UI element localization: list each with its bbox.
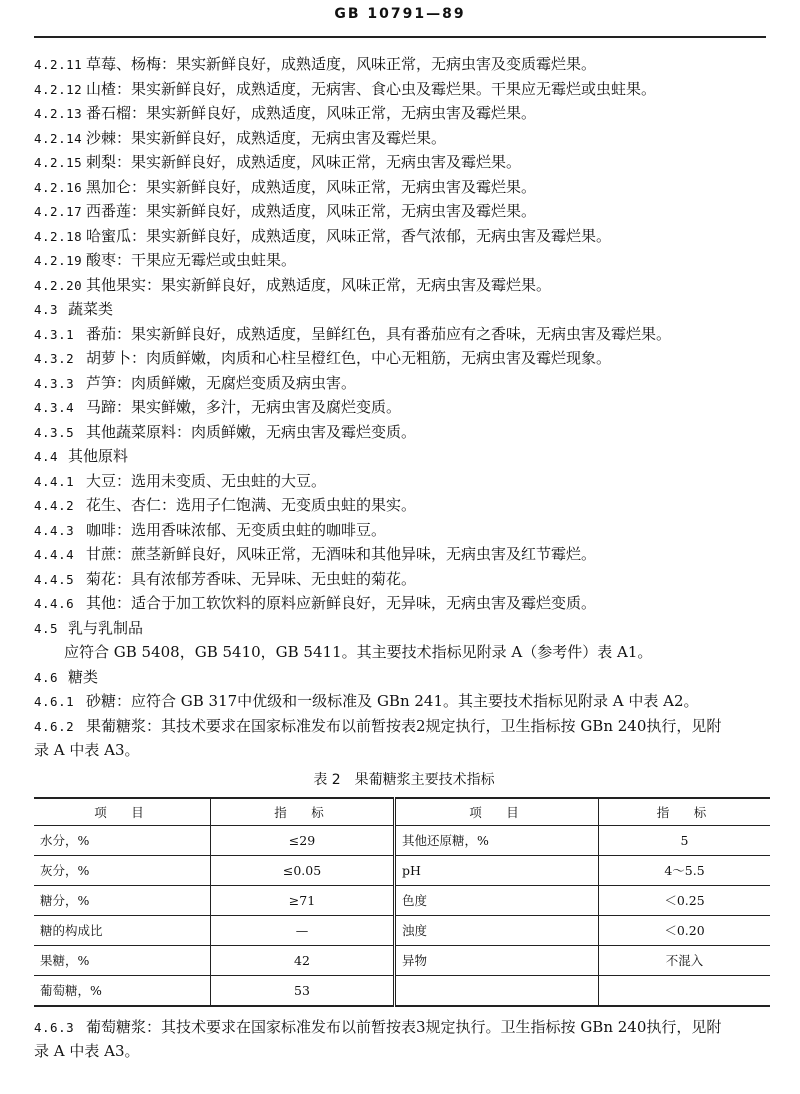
section-heading: [34, 297, 774, 322]
document-body: [34, 52, 774, 1064]
clause-line: [34, 714, 774, 739]
clause-number: 4.6: [34, 669, 59, 685]
clause-number: 4.5: [34, 620, 59, 636]
clause-number: 4.3: [34, 302, 59, 317]
section-heading: [34, 665, 774, 690]
clause-text: 山楂：果实新鲜良好，成熟适度，无病害、食心虫及霉烂果。干果应无霉烂或虫蛀果。: [86, 79, 657, 98]
table-cell-value: 不混入: [599, 945, 771, 975]
clause-line: [34, 199, 774, 224]
table-cell-item: 糖分，%: [34, 885, 211, 915]
page-header: GB 10791—89: [334, 6, 466, 22]
clause-text: 胡萝卜：肉质鲜嫩，肉质和心柱呈橙红色，中心无粗筋，无病虫害及霉烂现象。: [86, 349, 612, 367]
table-cell-value: ＜0.25: [599, 885, 771, 915]
clause-line: [34, 591, 774, 616]
clause-number: 4.6.2: [34, 718, 75, 734]
clause-number: 4.2.12: [34, 81, 83, 97]
clause-text: 黑加仑：果实新鲜良好，成熟适度，风味正常，无病虫害及霉烂果。: [86, 177, 537, 196]
clause-number: 4.2.16: [34, 179, 83, 195]
clause-text: 乳与乳制品: [68, 618, 144, 637]
clause-text: 糖类: [68, 667, 99, 686]
table-row: [34, 915, 770, 945]
clauses-bottom: [34, 1015, 774, 1064]
clause-text: 应符合 GB 5408，GB 5410，GB 5411。其主要技术指标见附录 A（参考件）表 A1。: [64, 643, 653, 661]
clause-line: [34, 738, 774, 763]
clause-number: 4.2.13: [34, 106, 83, 121]
clause-number: 4.6.3: [34, 1019, 75, 1035]
clause-line: [34, 567, 774, 592]
table-cell-value: ≥71: [211, 885, 395, 915]
table-row: [34, 975, 770, 1006]
clause-text: 咖啡：选用香味浓郁、无变质虫蛀的咖啡豆。: [86, 520, 387, 539]
clause-line: [34, 224, 774, 249]
table-caption: 表 2 果葡糖浆主要技术指标: [313, 771, 495, 788]
clause-number: 4.3.1: [34, 326, 75, 342]
clause-number: 4.4.2: [34, 498, 75, 513]
clause-number: 4.2.14: [34, 130, 83, 146]
clause-line: [34, 248, 774, 273]
clause-number: 4.4.5: [34, 571, 75, 587]
table-row: [34, 945, 770, 975]
clause-text: 其他原料: [68, 447, 129, 465]
clause-text: 录 A 中表 A3。: [34, 1042, 140, 1060]
clause-line: [34, 322, 774, 347]
clause-line: [34, 469, 774, 494]
clause-line: [34, 395, 774, 420]
clause-line: [34, 1039, 774, 1064]
clause-line: [34, 1015, 774, 1040]
clause-text: 录 A 中表 A3。: [34, 741, 140, 759]
clause-number: 4.4.1: [34, 473, 75, 489]
clause-number: 4.6.1: [34, 694, 75, 709]
table-cell-value: ≤29: [211, 825, 395, 855]
header-rule: [34, 36, 766, 38]
table-cell-item: 葡萄糖，%: [34, 975, 211, 1006]
clause-number: 4.2.11: [34, 57, 83, 72]
clause-line: [34, 640, 774, 665]
clauses-top: [34, 52, 774, 763]
clause-number: 4.3.2: [34, 351, 75, 366]
table-cell-item: 异物: [395, 945, 599, 975]
table-cell-item: pH: [395, 855, 599, 885]
clause-number: 4.2.20: [34, 277, 83, 293]
clause-text: 番茄：果实新鲜良好，成熟适度，呈鲜红色，具有番茄应有之香味，无病虫害及霉烂果。: [86, 324, 672, 343]
clause-number: 4.2.15: [34, 155, 83, 170]
clause-text: 西番莲：果实新鲜良好，成熟适度，风味正常，无病虫害及霉烂果。: [86, 202, 537, 220]
clause-number: 4.3.5: [34, 424, 75, 440]
table-cell-value: ≤0.05: [211, 855, 395, 885]
clause-number: 4.4.3: [34, 522, 75, 538]
clause-line: [34, 689, 774, 714]
table-cell-value: 53: [211, 975, 395, 1006]
clause-number: 4.4.4: [34, 547, 75, 562]
clause-number: 4.4.6: [34, 596, 75, 611]
section-heading: [34, 616, 774, 641]
table-cell-item: 灰分，%: [34, 855, 211, 885]
clause-line: [34, 346, 774, 371]
clause-line: [34, 52, 774, 77]
clause-line: [34, 420, 774, 445]
clause-text: 刺梨：果实新鲜良好，成熟适度，风味正常，无病虫害及霉烂果。: [86, 153, 522, 171]
clause-text: 哈蜜瓜：果实新鲜良好，成熟适度，风味正常，香气浓郁，无病虫害及霉烂果。: [86, 226, 612, 245]
clause-text: 草莓、杨梅：果实新鲜良好，成熟适度，风味正常，无病虫害及变质霉烂果。: [86, 55, 597, 73]
clause-text: 其他蔬菜原料：肉质鲜嫩，无病虫害及霉烂变质。: [86, 422, 417, 441]
table-cell-item: 糖的构成比: [34, 915, 211, 945]
column-header-value-1: 指 标: [211, 798, 395, 826]
table-cell-item: 其他还原糖，%: [395, 825, 599, 855]
syrup-spec-table: [34, 797, 770, 1007]
clause-line: [34, 150, 774, 175]
table-row: [34, 825, 770, 855]
clause-line: [34, 273, 774, 298]
clause-line: [34, 371, 774, 396]
section-heading: [34, 444, 774, 469]
table-row: [34, 885, 770, 915]
table-cell-value: ＜0.20: [599, 915, 771, 945]
clause-number: 4.3.3: [34, 375, 75, 391]
clause-text: 甘蔗：蔗茎新鲜良好，风味正常，无酒味和其他异味，无病虫害及红节霉烂。: [86, 545, 597, 563]
clause-line: [34, 542, 774, 567]
clause-text: 花生、杏仁：选用子仁饱满、无变质虫蛀的果实。: [86, 496, 417, 514]
clause-text: 砂糖：应符合 GB 317中优级和一级标准及 GBn 241。其主要技术指标见附录 A 中表 A2。: [86, 692, 699, 710]
clause-line: [34, 175, 774, 200]
clause-text: 番石榴：果实新鲜良好，成熟适度，风味正常，无病虫害及霉烂果。: [86, 104, 537, 122]
clause-number: 4.2.17: [34, 204, 83, 219]
table-cell-value: 4～5.5: [599, 855, 771, 885]
clause-text: 沙棘：果实新鲜良好，成熟适度，无病虫害及霉烂果。: [86, 128, 447, 147]
table-cell-item: [395, 975, 599, 1006]
table-cell-value: —: [211, 915, 395, 945]
clause-text: 酸枣：干果应无霉烂或虫蛀果。: [86, 251, 297, 269]
clause-line: [34, 518, 774, 543]
clause-text: 其他果实：果实新鲜良好，成熟适度，风味正常，无病虫害及霉烂果。: [86, 275, 552, 294]
table-cell-item: 浊度: [395, 915, 599, 945]
clause-line: [34, 126, 774, 151]
table-row: [34, 855, 770, 885]
clause-text: 蔬菜类: [68, 300, 114, 318]
table-cell-item: 色度: [395, 885, 599, 915]
table-cell-value: 42: [211, 945, 395, 975]
clause-number: 4.3.4: [34, 400, 75, 415]
clause-text: 果葡糖浆：其技术要求在国家标准发布以前暂按表2规定执行，卫生指标按 GBn 240执行，见附: [86, 716, 722, 735]
clause-text: 大豆：选用未变质、无虫蛀的大豆。: [86, 471, 327, 490]
clause-number: 4.2.18: [34, 228, 83, 244]
clause-text: 菊花：具有浓郁芳香味、无异味、无虫蛀的菊花。: [86, 569, 417, 588]
column-header-value-2: 指 标: [599, 798, 771, 826]
clause-text: 马蹄：果实鲜嫩，多汁，无病虫害及腐烂变质。: [86, 398, 402, 416]
clause-text: 葡萄糖浆：其技术要求在国家标准发布以前暂按表3规定执行。卫生指标按 GBn 240执行，见附: [86, 1017, 722, 1036]
clause-line: [34, 493, 774, 518]
table-cell-item: 果糖，%: [34, 945, 211, 975]
table-header-row: [34, 798, 770, 826]
table-cell-value: 5: [599, 825, 771, 855]
clause-line: [34, 77, 774, 102]
column-header-item-2: 项 目: [395, 798, 599, 826]
table-cell-item: 水分，%: [34, 825, 211, 855]
table-cell-value: [599, 975, 771, 1006]
column-header-item-1: 项 目: [34, 798, 211, 826]
clause-number: 4.4: [34, 449, 59, 464]
clause-text: 其他：适合于加工软饮料的原料应新鲜良好，无异味，无病虫害及霉烂变质。: [86, 594, 597, 612]
clause-text: 芦笋：肉质鲜嫩，无腐烂变质及病虫害。: [86, 373, 357, 392]
clause-number: 4.2.19: [34, 253, 83, 268]
clause-line: [34, 101, 774, 126]
